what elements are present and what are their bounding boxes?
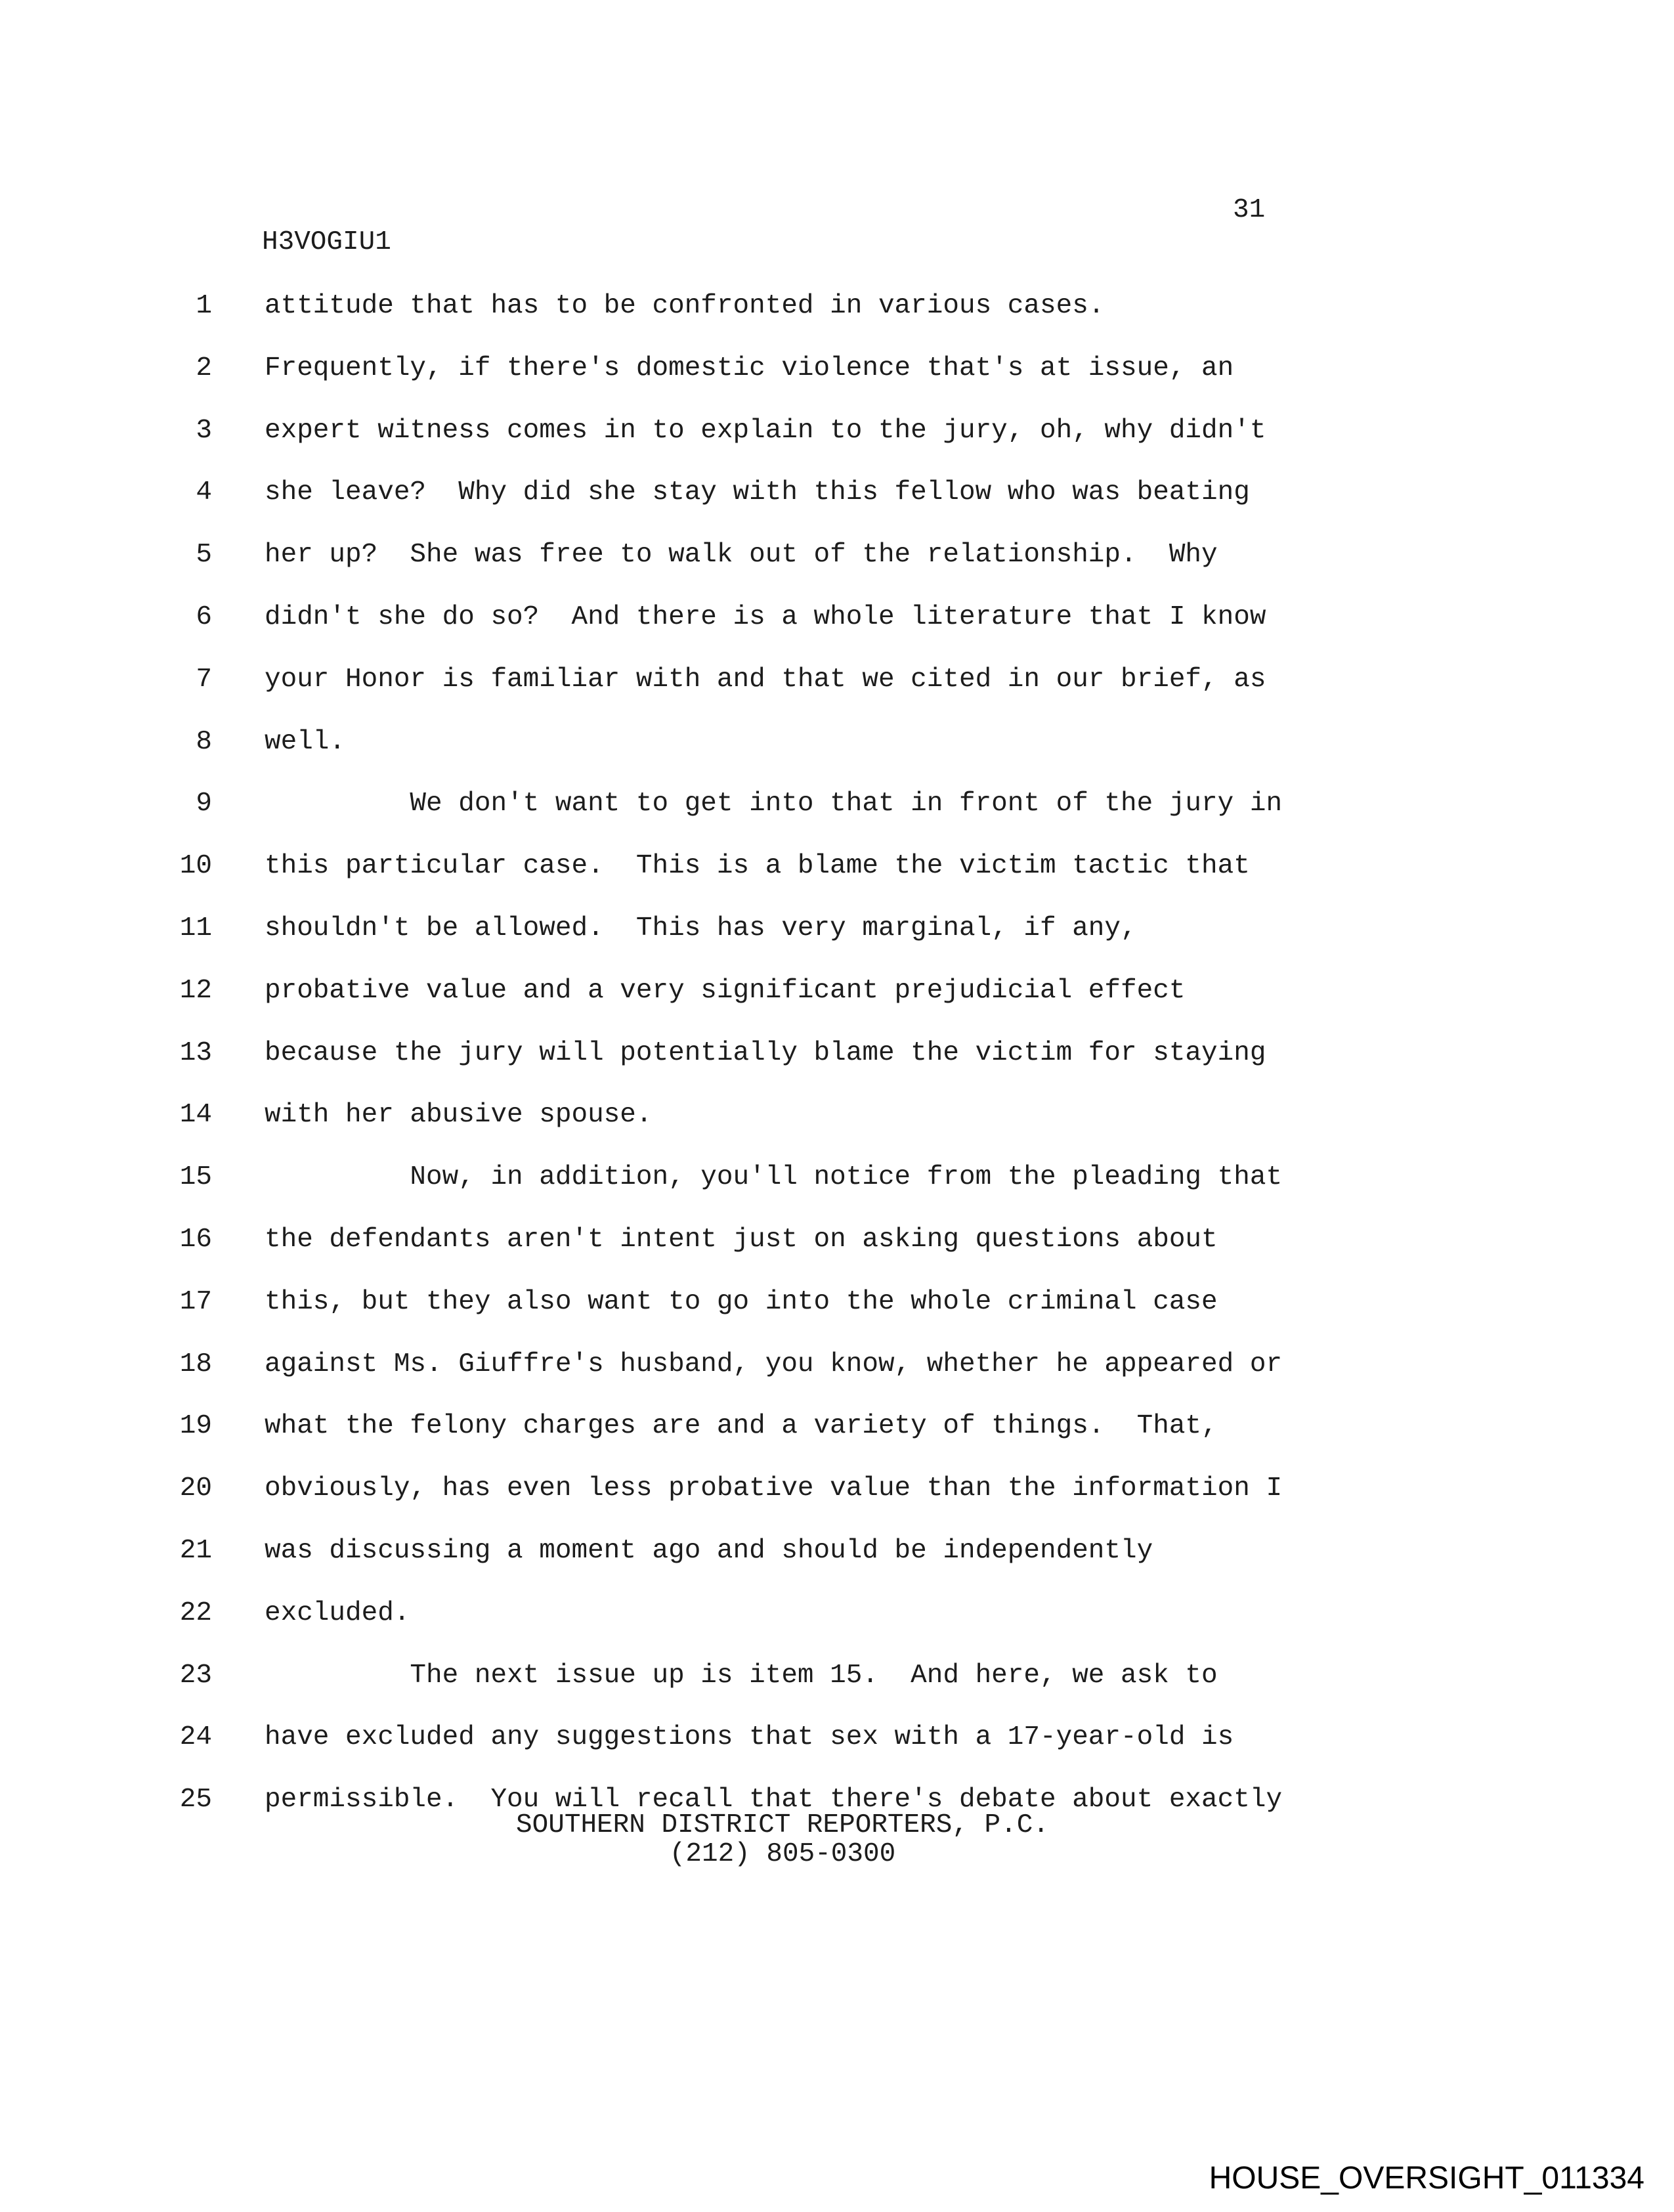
line-text: The next issue up is item 15. And here, we ask to [265, 1660, 1218, 1691]
line-text: because the jury will potentially blame the victim for staying [265, 1037, 1266, 1068]
line-text: obviously, has even less probative value than the information I [265, 1473, 1283, 1504]
transcript-line [0, 462, 1674, 524]
line-text: permissible. You will recall that there's debate about exactly [265, 1785, 1283, 1815]
line-number: 10 [179, 851, 212, 882]
transcript-header-id: H3VOGIU1 [262, 227, 391, 257]
line-number: 21 [179, 1535, 212, 1566]
line-text: didn't she do so? And there is a whole literature that I know [265, 601, 1266, 632]
transcript-line [0, 1084, 1674, 1146]
line-number: 23 [179, 1660, 212, 1691]
line-number: 7 [196, 664, 212, 695]
line-number: 9 [196, 789, 212, 819]
line-number: 12 [179, 975, 212, 1006]
line-text: excluded. [265, 1597, 410, 1628]
transcript-line [0, 1146, 1674, 1209]
line-number: 19 [179, 1411, 212, 1442]
transcript-line [0, 1458, 1674, 1520]
reporter-name: SOUTHERN DISTRICT REPORTERS, P.C. [516, 1810, 1049, 1840]
line-text: Frequently, if there's domestic violence that's at issue, an [265, 353, 1234, 383]
transcript-line [0, 524, 1674, 586]
line-number: 17 [179, 1286, 212, 1317]
transcript-line [0, 1582, 1674, 1645]
transcript-line [0, 1645, 1674, 1707]
page-number: 31 [1233, 195, 1266, 225]
line-text: probative value and a very significant prejudicial effect [265, 975, 1186, 1006]
line-text: the defendants aren't intent just on asking questions about [265, 1224, 1218, 1255]
transcript-line [0, 1520, 1674, 1582]
transcript-line [0, 1271, 1674, 1334]
line-number: 1 [196, 291, 212, 321]
transcript-line [0, 711, 1674, 773]
line-number: 6 [196, 601, 212, 632]
line-text: Now, in addition, you'll notice from the pleading that [265, 1162, 1283, 1193]
line-number: 14 [179, 1100, 212, 1131]
line-text: shouldn't be allowed. This has very marginal, if any, [265, 913, 1137, 943]
transcript-line [0, 1022, 1674, 1085]
line-text: was discussing a moment ago and should be independently [265, 1535, 1153, 1566]
transcript-line [0, 586, 1674, 649]
reporter-footer [0, 1811, 1565, 1869]
line-number: 22 [179, 1597, 212, 1628]
transcript-line [0, 400, 1674, 462]
line-text: your Honor is familiar with and that we cited in our brief, as [265, 664, 1266, 695]
line-text: expert witness comes in to explain to the jury, oh, why didn't [265, 415, 1266, 446]
transcript-body [0, 275, 1674, 1831]
line-text: she leave? Why did she stay with this fellow who was beating [265, 477, 1250, 508]
line-text: We don't want to get into that in front of the jury in [265, 789, 1283, 819]
line-text: what the felony charges are and a variety of things. That, [265, 1411, 1218, 1442]
transcript-line [0, 960, 1674, 1022]
transcript-line [0, 1209, 1674, 1271]
line-number: 24 [179, 1722, 212, 1753]
line-text: with her abusive spouse. [265, 1100, 653, 1131]
line-text: well. [265, 726, 346, 757]
line-number: 16 [179, 1224, 212, 1255]
line-text: this particular case. This is a blame the victim tactic that [265, 851, 1250, 882]
transcript-line [0, 275, 1674, 337]
transcript-line [0, 835, 1674, 898]
line-text: have excluded any suggestions that sex with a 17-year-old is [265, 1722, 1234, 1753]
line-text: attitude that has to be confronted in various cases. [265, 291, 1105, 321]
line-number: 4 [196, 477, 212, 508]
transcript-line [0, 1334, 1674, 1396]
line-number: 13 [179, 1037, 212, 1068]
transcript-line [0, 337, 1674, 400]
transcript-line [0, 773, 1674, 835]
line-text: this, but they also want to go into the whole criminal case [265, 1286, 1218, 1317]
line-number: 20 [179, 1473, 212, 1504]
line-number: 8 [196, 726, 212, 757]
bates-number: HOUSE_OVERSIGHT_011334 [1209, 2161, 1644, 2196]
line-number: 11 [179, 913, 212, 943]
reporter-phone: (212) 805-0300 [669, 1839, 896, 1869]
line-text: against Ms. Giuffre's husband, you know, whether he appeared or [265, 1349, 1283, 1379]
line-number: 15 [179, 1162, 212, 1193]
transcript-line [0, 649, 1674, 711]
line-number: 3 [196, 415, 212, 446]
transcript-line [0, 898, 1674, 960]
transcript-line [0, 1706, 1674, 1769]
line-number: 5 [196, 540, 212, 571]
line-number: 25 [179, 1785, 212, 1815]
line-text: her up? She was free to walk out of the relationship. Why [265, 540, 1218, 571]
line-number: 18 [179, 1349, 212, 1379]
transcript-line [0, 1395, 1674, 1458]
line-number: 2 [196, 353, 212, 383]
